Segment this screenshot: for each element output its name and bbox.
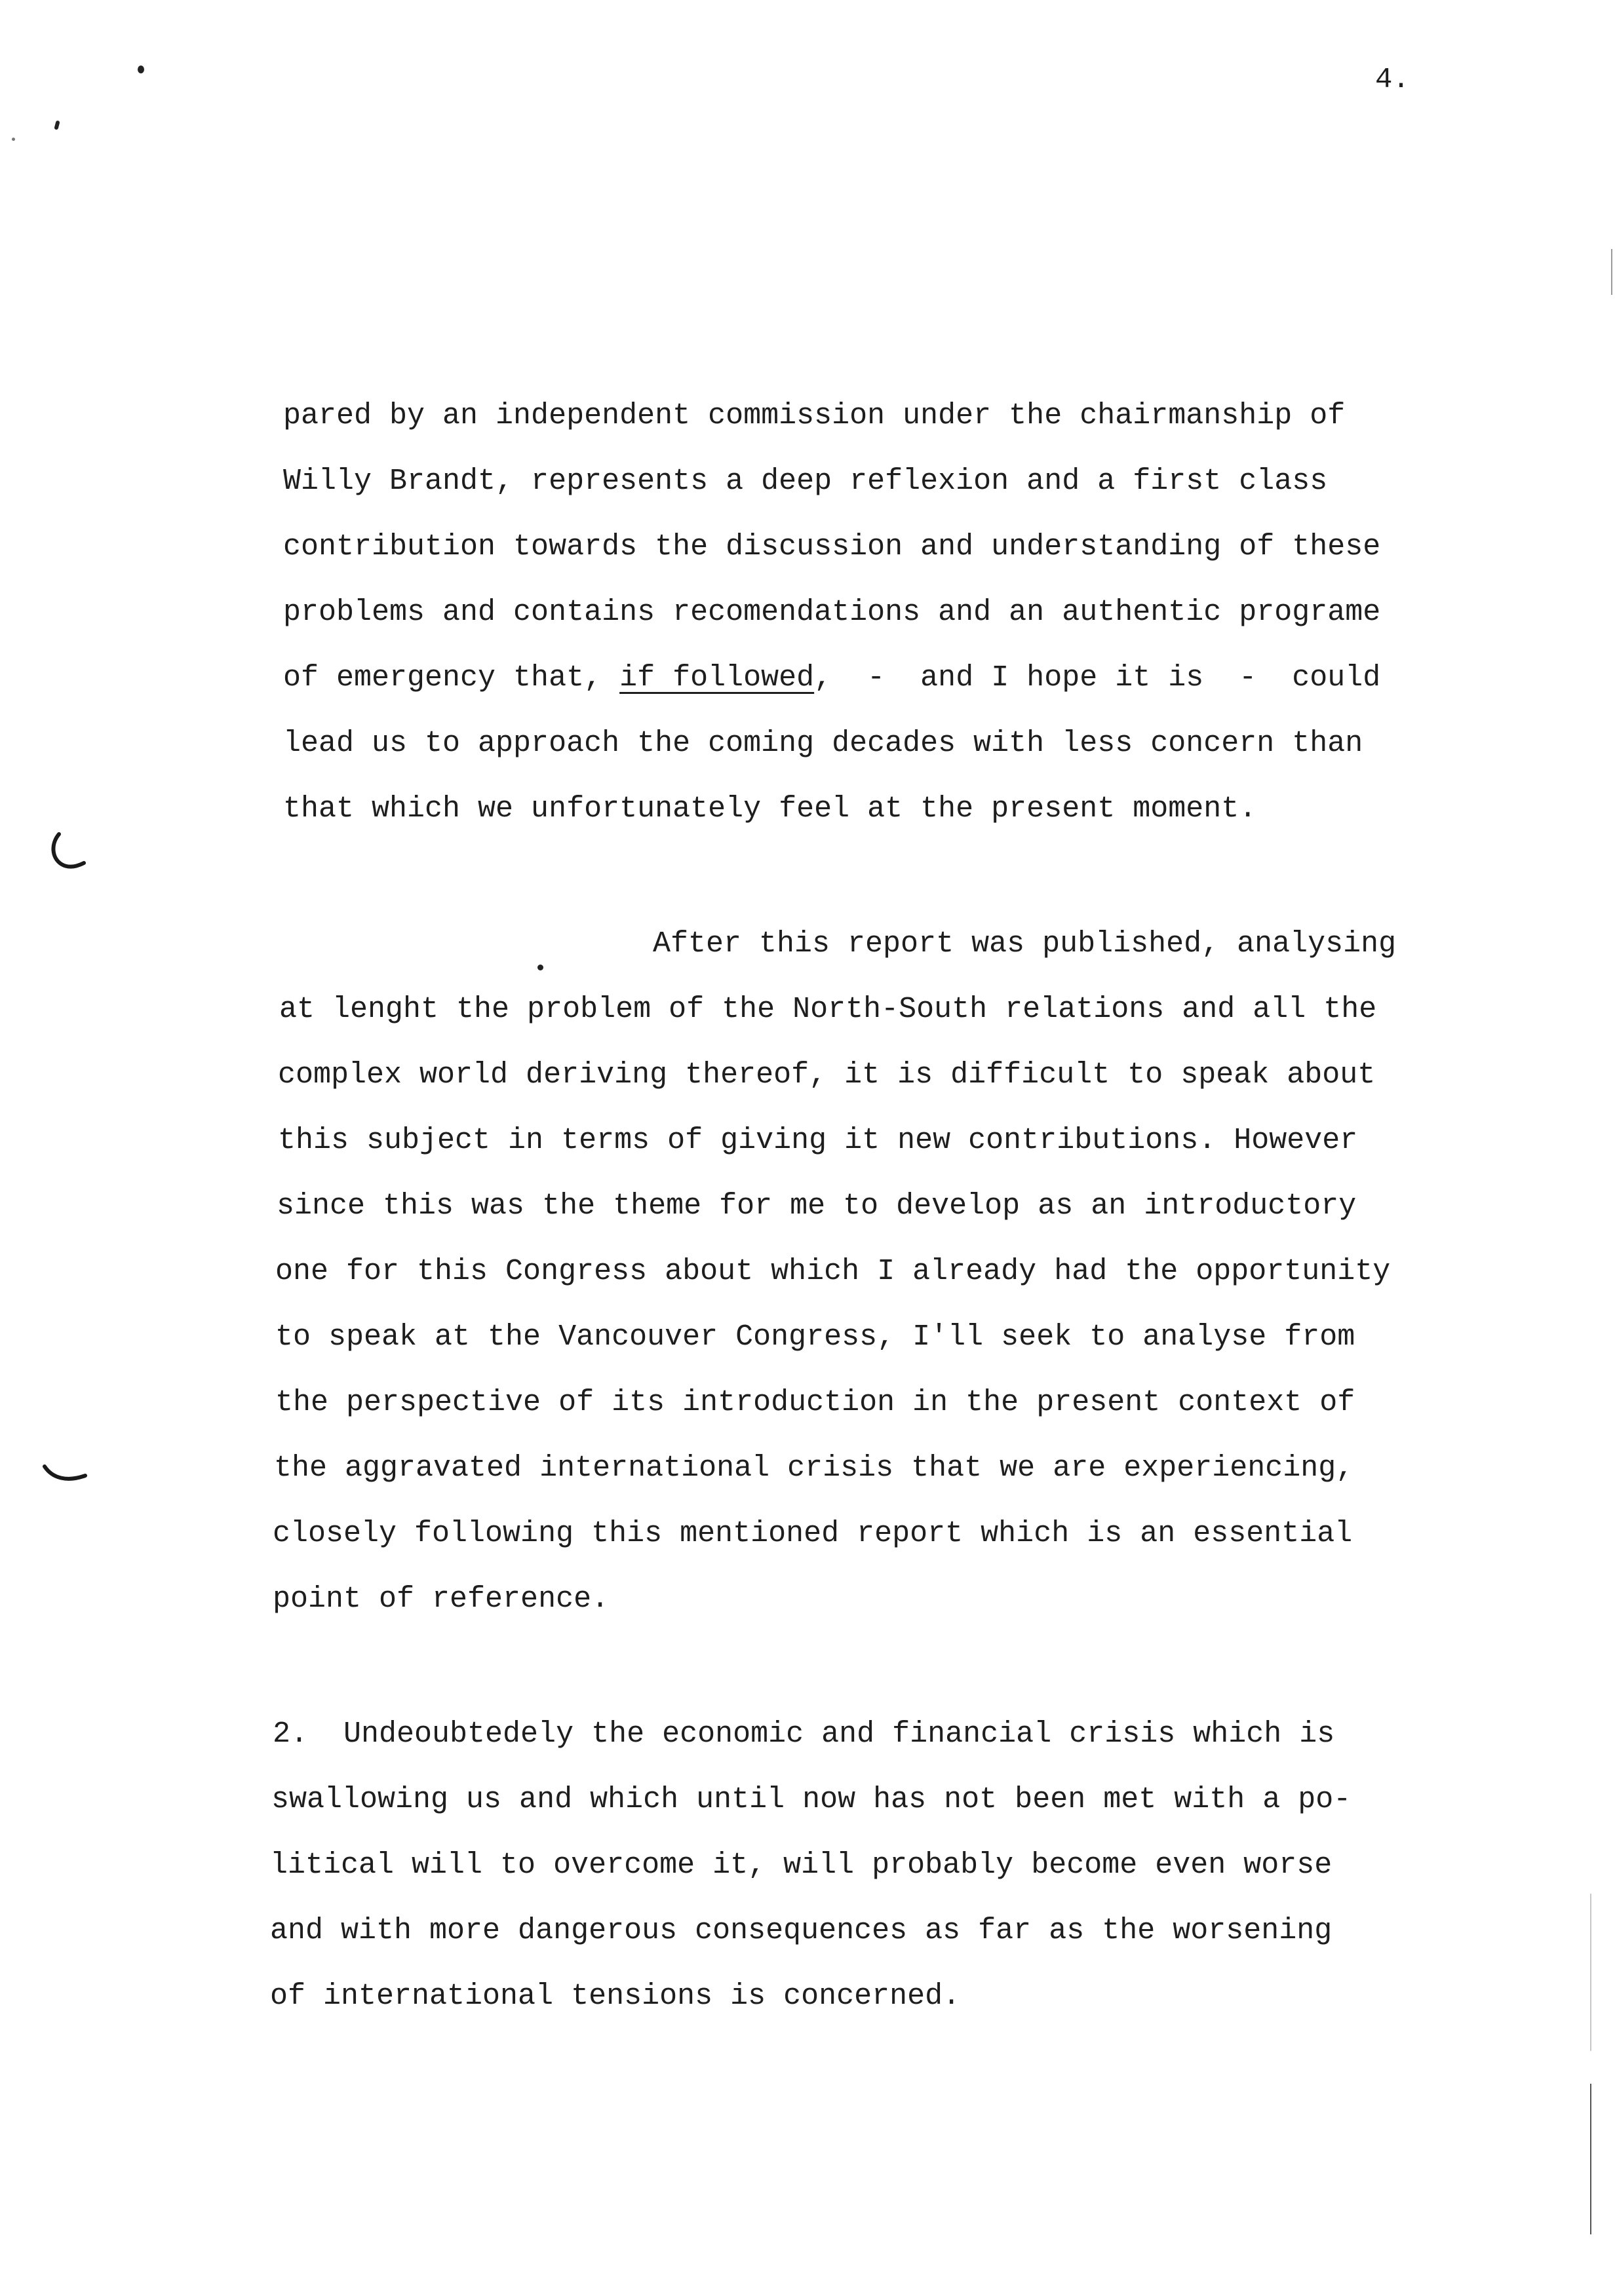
text-line: complex world deriving thereof, it is difficult to speak about <box>278 1058 1376 1092</box>
margin-bracket-mark <box>41 1461 93 1494</box>
text-line: litical will to overcome it, will probably become even worse <box>270 1848 1333 1882</box>
scan-edge-line <box>1590 2084 1591 2234</box>
scan-edge-line <box>1611 249 1612 295</box>
scan-edge-line <box>1590 1894 1591 2051</box>
text-line: After this report was published, analysing <box>653 927 1397 961</box>
text-line: 2. Undeoubtedely the economic and financial crisis which is <box>273 1717 1335 1751</box>
speck-mark <box>12 138 15 141</box>
text-line: lead us to approach the coming decades with less concern than <box>283 727 1363 760</box>
text-line-with-underline <box>283 663 1380 693</box>
text-line: to speak at the Vancouver Congress, I'll seek to analyse from <box>275 1320 1355 1354</box>
speck-mark <box>54 120 60 130</box>
text-line: this subject in terms of giving it new contributions. However <box>278 1124 1358 1157</box>
underlined-phrase: if followed <box>619 661 815 695</box>
text-segment: of emergency that, <box>283 661 620 695</box>
margin-bracket-mark <box>46 829 92 875</box>
text-line: swallowing us and which until now has not been met with a po- <box>271 1783 1352 1816</box>
speck-mark <box>138 66 144 73</box>
text-line: contribution towards the discussion and understanding of these <box>283 530 1381 564</box>
text-line: and with more dangerous consequences as far as the worsening <box>270 1914 1333 1947</box>
text-line: one for this Congress about which I already had the opportunity <box>275 1255 1391 1288</box>
text-line: of international tensions is concerned. <box>270 1980 961 2013</box>
text-line: Willy Brandt, represents a deep reflexion and a first class <box>283 465 1328 498</box>
text-line: point of reference. <box>273 1582 610 1616</box>
speck-mark <box>537 965 543 970</box>
text-segment: , - and I hope it is - could <box>814 661 1381 695</box>
text-line: the perspective of its introduction in the present context of <box>275 1386 1355 1419</box>
text-line: that which we unfortunately feel at the present moment. <box>283 792 1257 826</box>
text-line: at lenght the problem of the North-South relations and all the <box>279 993 1377 1026</box>
text-line: pared by an independent commission under the chairmanship of <box>283 399 1346 432</box>
text-line: the aggravated international crisis that we are experiencing, <box>274 1451 1354 1485</box>
page-number: 4. <box>1375 64 1410 96</box>
text-line: since this was the theme for me to develop as an introductory <box>277 1189 1357 1223</box>
text-line: closely following this mentioned report which is an essential <box>273 1517 1353 1550</box>
text-line: problems and contains recomendations and an authentic programe <box>283 596 1381 629</box>
